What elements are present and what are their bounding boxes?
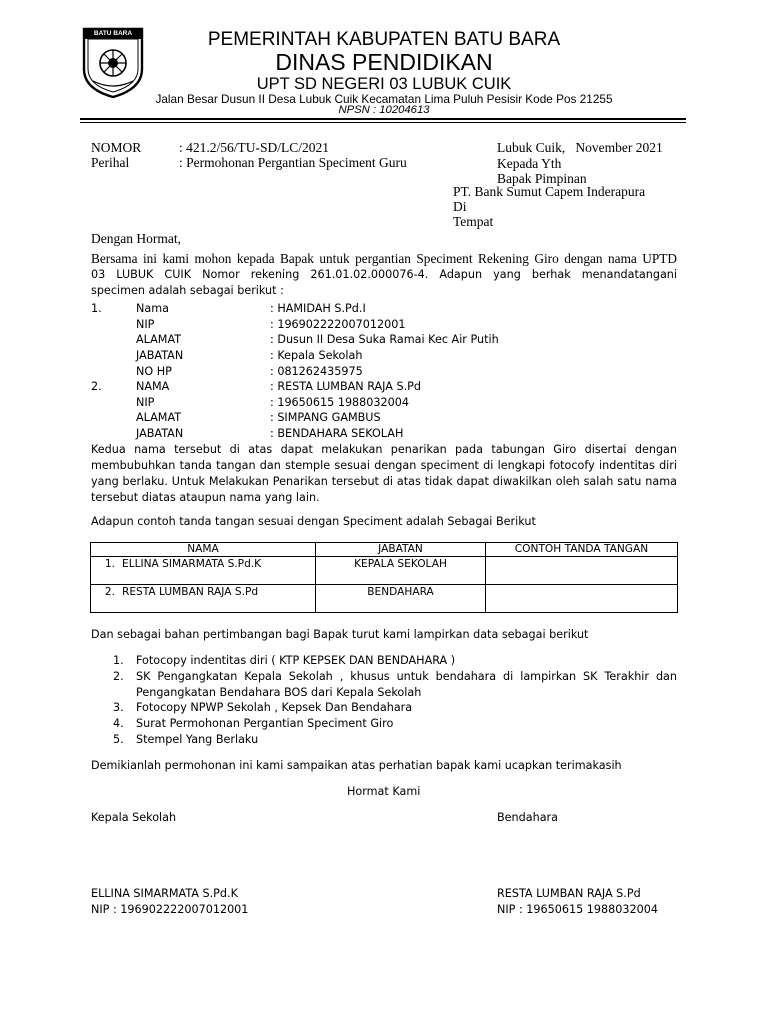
body-line: tersebut diatas ataupun nama yang lain. bbox=[91, 491, 320, 504]
header-jabatan: JABATAN bbox=[316, 543, 486, 557]
field-value: : BENDAHARA SEKOLAH bbox=[270, 427, 404, 440]
logo-text: BATU BARA bbox=[93, 30, 133, 37]
row-num: 2. bbox=[104, 586, 115, 598]
row-nama: ELLINA SIMARMATA S.Pd.K bbox=[122, 558, 262, 570]
person-1-num: 1. bbox=[91, 302, 102, 315]
kop-line-3: UPT SD NEGERI 03 LUBUK CUIK bbox=[256, 75, 512, 93]
field-value: : RESTA LUMBAN RAJA S.Pd bbox=[270, 380, 422, 393]
row-num: 1. bbox=[104, 558, 115, 570]
cell-jabatan: KEPALA SEKOLAH bbox=[316, 557, 486, 585]
cell-ttd bbox=[486, 585, 678, 613]
field-label: ALAMAT bbox=[136, 411, 182, 424]
field-label: JABATAN bbox=[136, 427, 184, 440]
tempat: Tempat bbox=[453, 214, 494, 229]
place-date: Lubuk Cuik, November 2021 bbox=[497, 140, 663, 155]
field-value: : Kepala Sekolah bbox=[270, 349, 363, 362]
field-label: NIP bbox=[136, 396, 155, 409]
attach-item: Stempel Yang Berlaku bbox=[136, 733, 259, 746]
nomor-value: : 421.2/56/TU-SD/LC/2021 bbox=[179, 140, 330, 155]
field-label: NAMA bbox=[136, 380, 170, 393]
field-value: : 196902222007012001 bbox=[270, 318, 406, 331]
sign-right-role: Bendahara bbox=[497, 811, 559, 824]
field-value: : 19650615 1988032004 bbox=[270, 396, 410, 409]
greeting: Dengan Hormat, bbox=[91, 231, 181, 246]
attach-line: Pengangkatan Bendahara BOS dari Kepala Sekolah bbox=[136, 686, 422, 699]
attach-item: Surat Permohonan Pergantian Speciment Giro bbox=[136, 717, 394, 730]
attach-intro: Dan sebagai bahan pertimbangan bagi Bapak turut kami lampirkan data sebagai berikut bbox=[91, 628, 589, 641]
field-label: NIP bbox=[136, 318, 155, 331]
kop-address: Jalan Besar Dusun II Desa Lubuk Cuik Kecamatan Lima Puluh Pesisir Kode Pos 21255 bbox=[155, 92, 613, 106]
attach-item: Fotocopy indentitas diri ( KTP KEPSEK DAN BENDAHARA ) bbox=[136, 654, 456, 667]
specimen-intro: Adapun contoh tanda tangan sesuai dengan Speciment adalah Sebagai Berikut bbox=[91, 515, 536, 528]
kop-line-2: DINAS PENDIDIKAN bbox=[275, 49, 493, 75]
attach-num: 5. bbox=[113, 733, 124, 746]
perihal-value: : Permohonan Pergantian Speciment Guru bbox=[179, 155, 407, 170]
cell-jabatan: BENDAHARA bbox=[316, 585, 486, 613]
perihal-label: Perihal bbox=[91, 155, 130, 170]
bank: PT. Bank Sumut Capem Inderapura bbox=[453, 184, 646, 199]
closing: Demikianlah permohonan ini kami sampaikan atas perhatian bapak kami ucapkan terimakasih bbox=[91, 759, 622, 772]
kop-rule-thick bbox=[80, 118, 686, 120]
attach-item-multiline bbox=[136, 669, 677, 701]
field-value: : HAMIDAH S.Pd.I bbox=[270, 302, 366, 315]
sign-left-name: ELLINA SIMARMATA S.Pd.K bbox=[91, 887, 238, 900]
intro-line: specimen adalah sebagai berikut : bbox=[91, 284, 284, 297]
field-label: NO HP bbox=[136, 365, 172, 378]
field-value: : 081262435975 bbox=[270, 365, 363, 378]
field-label: JABATAN bbox=[136, 349, 184, 362]
cell-nama bbox=[91, 585, 316, 613]
sign-right-nip: NIP : 19650615 1988032004 bbox=[497, 903, 658, 916]
nomor-label: NOMOR bbox=[91, 140, 142, 155]
sign-left-nip: NIP : 196902222007012001 bbox=[91, 903, 249, 916]
body-line: yang berlaku. Untuk Melakukan Penarikan tersebut di atas tidak dapat diwakilkan oleh salah satu nama bbox=[91, 475, 677, 488]
header-nama: NAMA bbox=[91, 543, 316, 557]
kepada: Kepada Yth bbox=[497, 156, 562, 171]
cell-nama bbox=[91, 557, 316, 585]
header-ttd: CONTOH TANDA TANGAN bbox=[486, 543, 678, 557]
body-line: Kedua nama tersebut di atas dapat melakukan penarikan pada tabungan Giro disertai dengan bbox=[91, 443, 677, 456]
sign-right-name: RESTA LUMBAN RAJA S.Pd bbox=[497, 887, 641, 900]
body-line: membubuhkan tanda tangan dan stemple sesuai dengan speciment di lengkapi fotocofy indentitas diri bbox=[91, 459, 677, 472]
field-label: Nama bbox=[136, 302, 169, 315]
field-value: : Dusun II Desa Suka Ramai Kec Air Putih bbox=[270, 333, 499, 346]
field-label: ALAMAT bbox=[136, 333, 182, 346]
hormat-kami: Hormat Kami bbox=[347, 785, 421, 798]
table-row bbox=[91, 585, 678, 613]
attach-line: SK Pengangkatan Kepala Sekolah , khusus untuk bendahara di lampirkan SK Terakhir dan bbox=[136, 670, 677, 683]
field-value: : SIMPANG GAMBUS bbox=[270, 411, 381, 424]
di: Di bbox=[453, 199, 467, 214]
table-header-row bbox=[91, 543, 678, 557]
attach-num: 3. bbox=[113, 701, 124, 714]
attach-num: 2. bbox=[113, 670, 124, 683]
person-2-num: 2. bbox=[91, 380, 102, 393]
intro-line: Bersama ini kami mohon kepada Bapak untuk pergantian Speciment Rekening Giro dengan nama UPTD bbox=[91, 251, 677, 266]
row-nama: RESTA LUMBAN RAJA S.Pd bbox=[122, 586, 259, 598]
attach-num: 1. bbox=[113, 654, 124, 667]
bapak: Bapak Pimpinan bbox=[497, 171, 587, 186]
specimen-table bbox=[90, 542, 678, 613]
intro-paragraph bbox=[91, 251, 677, 299]
body-paragraph bbox=[91, 442, 677, 506]
sign-left-role: Kepala Sekolah bbox=[91, 811, 177, 824]
kop-rule-thin bbox=[80, 122, 686, 123]
kop-npsn: NPSN : 10204613 bbox=[338, 104, 430, 116]
table-row bbox=[91, 557, 678, 585]
kop-line-1: PEMERINTAH KABUPATEN BATU BARA bbox=[207, 29, 561, 50]
cell-ttd bbox=[486, 557, 678, 585]
attach-num: 4. bbox=[113, 717, 124, 730]
attach-item: Fotocopy NPWP Sekolah , Kepsek Dan Bendahara bbox=[136, 701, 413, 714]
intro-line: 03 LUBUK CUIK Nomor rekening 261.01.02.000076-4. Adapun yang berhak menandatangani bbox=[91, 268, 677, 281]
